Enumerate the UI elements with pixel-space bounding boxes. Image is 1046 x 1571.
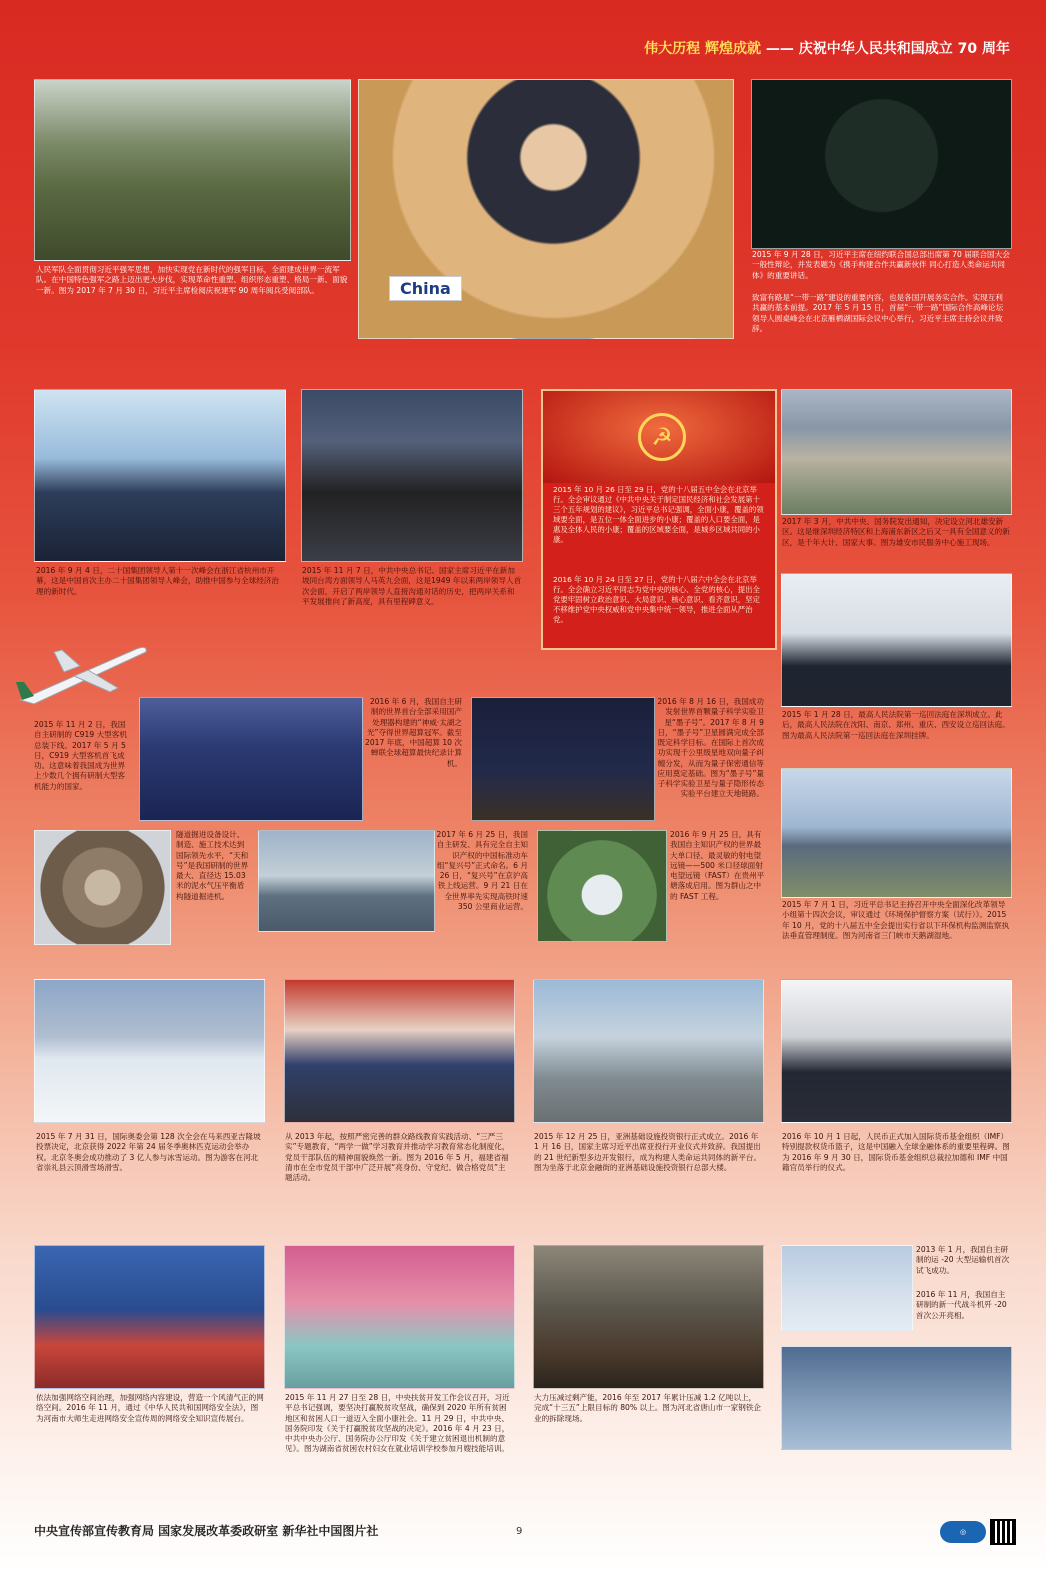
j20-fighter-photo [781, 1346, 1012, 1450]
caption-quantum: 2016 年 8 月 16 日，我国成功发射世界首颗量子科学实验卫星“墨子号”。2017 年 8 月 9 日，“墨子号”卫星圆满完成全部既定科学目标。在国际上首次成功实现千公里级星地双向量子纠缠分发，从而为量子保密通信等应用奠定基础。图为“墨子号”量子科学实验卫星与量子隐形传态实验平台建立天地链路。 [657, 697, 764, 799]
caption-tunnel: 隧道掘进设备设计、制造、施工技术达到国际领先水平，“天和号”是我国研制的世界最大、直径达 15.03 米的泥水气压平衡盾构隧道掘进机。 [176, 830, 249, 901]
caption-plenum-5: 2015 年 10 月 26 日至 29 日，党的十八届五中全会在北京举行。全会审议通过《中共中央关于制定国民经济和社会发展第十三个五年规划的建议》，习近平总书记强调，全面小康，覆盖的领域要全面，是五位一体全面进步的小康；覆盖的人口要全面，是惠及全体人民的小康；覆盖的区域要全面，是城乡区域共同的小康。 [553, 485, 764, 544]
caption-cyber: 依法加强网络空间治理，加强网络内容建设，营造一个风清气正的网络空间。2016 年 11 月，通过《中华人民共和国网络安全法》，图为河南市大师生走进网络安全宣传周的网络安全知识宣传展台。 [36, 1393, 264, 1423]
leader-speech-photo [358, 79, 734, 339]
caption-steel: 大力压减过剩产能，2016 年至 2017 年累计压减 1.2 亿吨以上，完成“十三五”上限目标的 80% 以上。图为河北省唐山市一家钢铁企业的拆除现场。 [534, 1393, 762, 1423]
imf-officials-photo [781, 979, 1012, 1123]
caption-belt-road: 致富有路是“一带一路”建设的重要内容，也是各国开展务实合作。实现互利共赢的基本前提。2017 年 5 月 15 日，首届“一带一路”国际合作高峰论坛领导人圆桌峰会在北京雁栖湖国际会议中心举行，习近平主席主持会议并致辞。 [752, 293, 1004, 333]
swan-lake-photo [781, 768, 1012, 898]
caption-aiib: 2015 年 12 月 25 日，亚洲基础设施投资银行正式成立。2016 年 1 月 16 日，国家主席习近平出席亚投行开业仪式并致辞。我国提出的 21 世纪新型多边开发银行，成为构建人类命运共同体的新平台。图为坐落于北京金融街的亚洲基础设施投资银行总部大楼。 [534, 1132, 762, 1172]
caption-military: 人民军队全面贯彻习近平强军思想，加快实现党在新时代的强军目标，全面建成世界一流军队。在中国特色强军之路上迈出更大步伐，实现革命性重塑、组织形态重塑、格局一新、面貌一新。图为 2017 年 7 月 30 日，习近平主席检阅庆祝建军 90 周年阅兵受阅部队。 [36, 265, 348, 295]
military-parade-photo [34, 79, 351, 261]
caption-y20: 2013 年 1 月，我国自主研制的运 -20 大型运输机首次试飞成功。 [916, 1245, 1010, 1275]
caption-ski: 2015 年 7 月 31 日，国际奥委会第 128 次全会在马来西亚吉隆坡投票决定，北京获得 2022 年第 24 届冬季奥林匹克运动会举办权。北京冬奥会成功推动了 3 亿人参与冰雪运动。图为游客在河北省崇礼县云顶滑雪场滑雪。 [36, 1132, 261, 1172]
caption-party-education: 从 2013 年起，按照严密完善的群众路线教育实践活动、“三严三实”专题教育，“两学一做”学习教育并推动学习教育常态化制度化，党员干部队伍的精神面貌焕然一新。图为 2016 年 5 月，福建省福清市在全市党员干部中广泛开展“亮身份、守党纪、做合格党员”主题活动。 [285, 1132, 510, 1182]
training-babies-photo [284, 1245, 515, 1389]
caption-supercomputer: 2016 年 6 月，我国自主研制的世界首台全部采用国产处理器构建的“神威·太湖之光”夺得世界超算冠军。截至 2017 年底，中国超算 10 次蝉联全球超算最快纪录计算机。 [365, 697, 462, 768]
caption-plenum-6: 2016 年 10 月 24 日至 27 日，党的十八届六中全会在北京举行。全会确立习近平同志为党中央的核心、全党的核心，提出全党要牢固树立政治意识、大局意识、核心意识、看齐意识，坚定不移维护党中央权威和党中央集中统一领导，推进全面从严治党。 [553, 575, 760, 624]
party-emblem-icon: ☭ [638, 413, 686, 461]
caption-imf: 2016 年 10 月 1 日起，人民币正式加入国际货币基金组织（IMF）特别提款权货币篮子，这是中国融入全球金融体系的重要里程碑。图为 2016 年 9 月 30 日，国际货币基金组织总裁拉加德和 IMF 中国籍官员举行的仪式。 [782, 1132, 1010, 1172]
footer-publishers: 中央宣传部宣传教育局 国家发展改革委政研室 新华社中国图片社 [34, 1524, 379, 1538]
caption-poverty: 2015 年 11 月 27 日至 28 日，中央扶贫开发工作会议召开，习近平总书记强调，要坚决打赢脱贫攻坚战，确保到 2020 年所有贫困地区和贫困人口一道迈入全面小康社会。11 月 29 日，中共中央、国务院印发《关于打赢脱贫攻坚战的决定》。2016 年 4 月 23 日，中共中央办公厅、国务院办公厅印发《关于建立贫困退出机制的意见》。图为湖南省贫困农村妇女在就业培训学校参加月嫂技能培训。 [285, 1393, 510, 1454]
caption-court: 2015 年 1 月 28 日，最高人民法院第一巡回法庭在深圳成立。此后，最高人民法院在沈阳、南京、郑州、重庆、西安设立巡回法庭。图为最高人民法院第一巡回法庭在深圳挂牌。 [782, 710, 1010, 740]
handshake-photo [301, 389, 523, 562]
china-nameplate: China [389, 276, 462, 301]
caption-c919: 2015 年 11 月 2 日，我国自主研制的 C919 大型客机总装下线。2017 年 5 月 5 日，C919 大型客机首飞成功。这意味着我国成为世界上少数几个拥有研制大型客机能力的国家。 [34, 720, 127, 791]
caption-j20: 2016 年 11 月，我国自主研制的新一代战斗机歼 -20 首次公开亮相。 [916, 1290, 1007, 1320]
page-number: 9 [516, 1526, 523, 1537]
caption-un: 2015 年 9 月 28 日，习近平主席在纽约联合国总部出席第 70 届联合国大会一般性辩论，并发表题为《携手构建合作共赢新伙伴 同心打造人类命运共同体》的重要讲话。 [752, 250, 1010, 280]
header-title: 伟大历程 辉煌成就 [644, 41, 762, 57]
cyber-security-photo [34, 1245, 265, 1389]
caption-handshake: 2015 年 11 月 7 日，中共中央总书记、国家主席习近平在新加坡同台湾方面领导人马英九会面，这是1949 年以来两岸领导人首次会面，开启了两岸领导人直接沟通对话的历史，把两岸关系和平发展推向了新高度，具有里程碑意义。 [302, 566, 522, 606]
skiing-photo [34, 979, 265, 1123]
steel-demolition-photo [533, 1245, 764, 1389]
xiongan-photo [781, 389, 1012, 515]
aiib-building-photo [533, 979, 764, 1123]
fuxing-train-photo [258, 830, 435, 932]
g20-summit-photo [34, 389, 286, 562]
caption-train: 2017 年 6 月 25 日，我国自主研发、具有完全自主知识产权的中国标准动车组“复兴号”正式命名。6 月 26 日，“复兴号”在京沪高铁上线运营。9 月 21 日在全世界率先实现高铁时速 350 公里商业运营。 [436, 830, 528, 911]
publisher-logo-icon: ◎ [940, 1521, 986, 1543]
party-members-photo [284, 979, 515, 1123]
y20-transport-photo [781, 1245, 913, 1331]
caption-swans: 2015 年 7 月 1 日，习近平总书记主持召开中央全面深化改革领导小组第十四次会议，审议通过《环境保护督察方案（试行）》。2015 年 10 月，党的十八届五中全会提出实行省以下环保机构监测监察执法垂直管理制度。图为河南省三门峡市天鹅湖湿地。 [782, 900, 1010, 940]
party-plenum-card [541, 389, 777, 650]
caption-g20: 2016 年 9 月 4 日，二十国集团领导人第十一次峰会在浙江省杭州市开幕，这是中国首次主办二十国集团领导人峰会，助推中国参与全球经济治理的新时代。 [36, 566, 279, 596]
quantum-satellite-photo [471, 697, 655, 821]
un-assembly-photo [751, 79, 1012, 249]
c919-airplane-icon [14, 630, 154, 710]
header-subtitle: —— 庆祝中华人民共和国成立 70 周年 [765, 41, 1010, 57]
page-header [644, 38, 1010, 58]
qr-code-icon[interactable] [990, 1519, 1016, 1545]
caption-fast: 2016 年 9 月 25 日，具有我国自主知识产权的世界最大单口径、最灵敏的射电望远镜——500 米口径球面射电望远镜（FAST）在贵州平塘落成启用。图为群山之中的 FAST 工程。 [670, 830, 765, 901]
party-flag-banner [543, 391, 775, 483]
supercomputer-photo [139, 697, 363, 821]
fast-telescope-photo [537, 830, 667, 942]
tunnel-boring-photo [34, 830, 171, 945]
caption-xiongan: 2017 年 3 月，中共中央、国务院发出通知，决定设立河北雄安新区。这是继深圳经济特区和上海浦东新区之后又一具有全国意义的新区，是千年大计、国家大事。图为雄安市民服务中心施工现场。 [782, 517, 1010, 547]
court-photo [781, 573, 1012, 707]
